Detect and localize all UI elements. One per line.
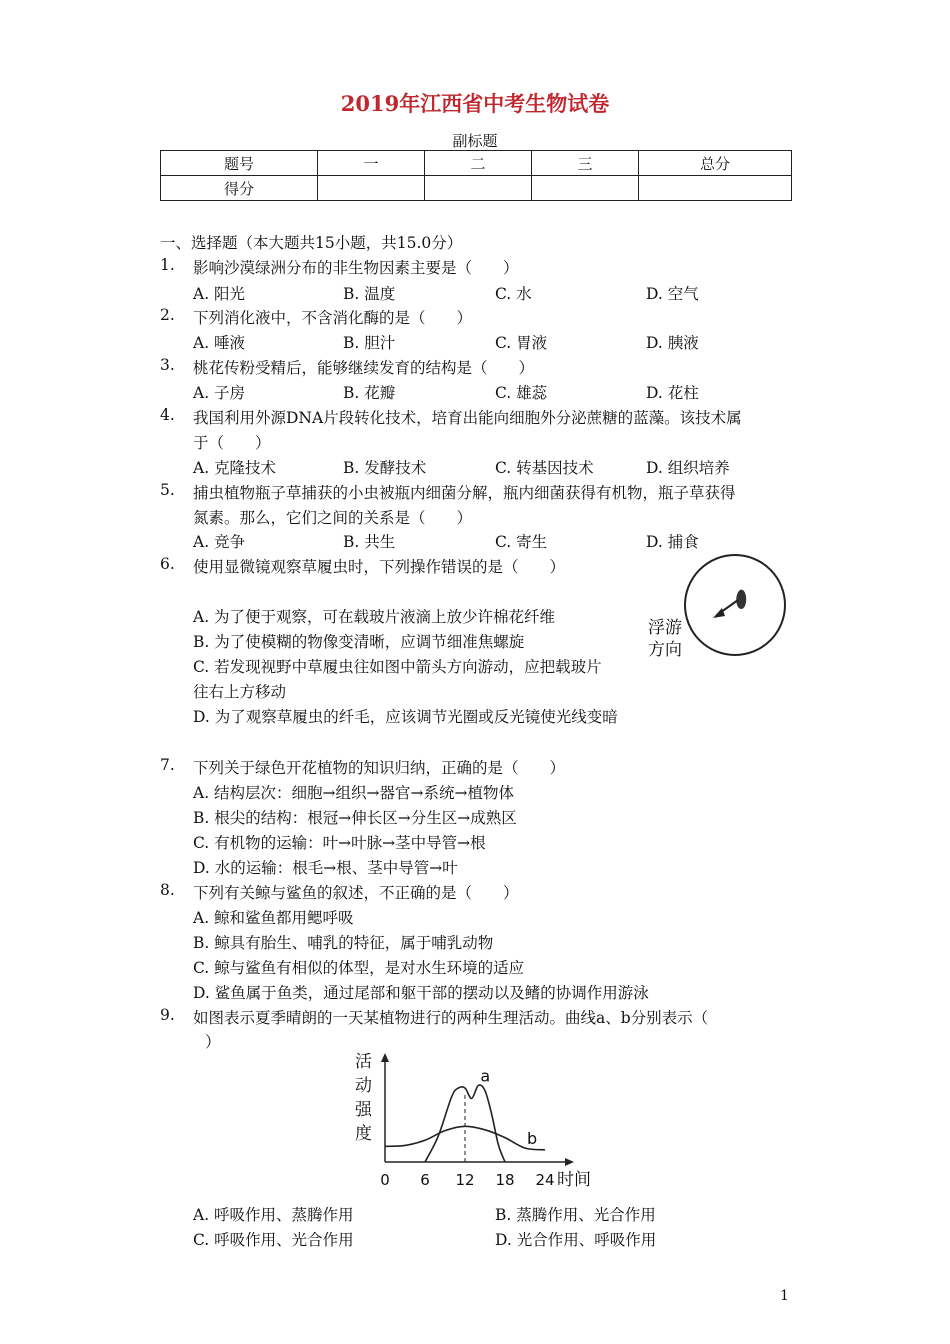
score-header-cell: 二 [425,151,532,176]
option-a[interactable]: A. 呼吸作用、蒸腾作用 [193,1206,354,1224]
float-direction-label-2: 方向 [648,640,682,660]
question-number: 7. [160,756,175,774]
option-c[interactable]: C. 呼吸作用、光合作用 [193,1231,354,1249]
option-d[interactable]: D. 捕食 [646,533,699,551]
option-c[interactable]: C. 鲸与鲨鱼有相似的体型，是对水生环境的适应 [193,959,525,977]
option-c[interactable]: C. 水 [495,285,532,303]
series-label-b: b [527,1129,538,1149]
option-b[interactable]: B. 发酵技术 [343,459,427,477]
option-c-continued: 往右上方移动 [193,683,287,701]
option-b[interactable]: B. 蒸腾作用、光合作用 [495,1206,656,1224]
question-text: 下列关于绿色开花植物的知识归纳，正确的是（ ） [193,759,566,777]
question-number: 9. [160,1006,175,1024]
y-axis-arrow-icon [381,1053,389,1062]
option-a[interactable]: A. 唾液 [193,334,246,352]
score-cell[interactable] [318,176,425,201]
option-d[interactable]: D. 光合作用、呼吸作用 [495,1231,657,1249]
option-d[interactable]: D. 胰液 [646,334,699,352]
score-cell[interactable] [532,176,639,201]
x-tick-label: 12 [455,1171,475,1189]
option-b[interactable]: B. 温度 [343,285,396,303]
option-a[interactable]: A. 阳光 [193,285,246,303]
option-a[interactable]: A. 鲸和鲨鱼都用鳃呼吸 [193,909,354,927]
score-header-cell: 总分 [639,151,792,176]
x-axis-arrow-icon [565,1158,574,1166]
option-b[interactable]: B. 为了使模糊的物像变清晰，应调节细准焦螺旋 [193,633,525,651]
option-b[interactable]: B. 共生 [343,533,396,551]
option-b[interactable]: B. 花瓣 [343,384,396,402]
field-of-view-circle [685,555,785,655]
y-axis-label-char: 度 [355,1124,372,1144]
chart-series [385,1066,545,1162]
page-title: 2019年江西省中考生物试卷 [340,91,610,116]
score-header-cell: 三 [532,151,639,176]
question-text: 下列有关鲸与鲨鱼的叙述，不正确的是（ ） [193,884,519,902]
option-c[interactable]: C. 转基因技术 [495,459,594,477]
question-text: 我国利用外源DNA片段转化技术，培育出能向细胞外分泌蔗糖的蓝藻。该技术属 [193,409,742,427]
x-tick-label: 6 [420,1171,430,1189]
score-header-cell: 一 [318,151,425,176]
option-d[interactable]: D. 为了观察草履虫的纤毛，应该调节光圈或反光镜使光线变暗 [193,708,618,726]
option-d[interactable]: D. 鲨鱼属于鱼类，通过尾部和躯干部的摆动以及鳍的协调作用游泳 [193,984,649,1002]
question-text: 如图表示夏季晴朗的一天某植物进行的两种生理活动。曲线a、b分别表示（ [193,1009,709,1027]
option-c[interactable]: C. 寄生 [495,533,548,551]
float-direction-label-1: 浮游 [648,618,682,638]
option-c[interactable]: C. 有机物的运输：叶→叶脉→茎中导管→根 [193,834,486,852]
option-d[interactable]: D. 花柱 [646,384,699,402]
y-axis-label [355,1052,373,1144]
question-text: 下列消化液中，不含消化酶的是（ ） [193,309,473,327]
x-tick-label: 24 [535,1171,555,1189]
question-text: 桃花传粉受精后，能够继续发育的结构是（ ） [193,359,535,377]
option-b[interactable]: B. 根尖的结构：根冠→伸长区→分生区→成熟区 [193,809,517,827]
question-number: 3. [160,356,175,374]
section-heading: 一、选择题（本大题共15小题，共15.0分） [160,234,463,252]
option-d[interactable]: D. 组织培养 [646,459,730,477]
option-d[interactable]: D. 空气 [646,285,699,303]
option-c[interactable]: C. 胃液 [495,334,548,352]
option-a[interactable]: A. 结构层次：细胞→组织→器官→系统→植物体 [193,784,514,802]
x-tick-label: 0 [380,1171,390,1189]
x-tick-labels [380,1171,554,1189]
question-text-continued: 氮素。那么，它们之间的关系是（ ） [193,509,473,527]
question-number: 5. [160,481,175,499]
question-number: 6. [160,555,175,573]
option-a[interactable]: A. 子房 [193,384,246,402]
score-table-score-row [161,176,792,201]
microscope-field-figure [645,550,795,665]
y-axis-label-char: 活 [355,1052,372,1072]
score-table-header-row [161,151,792,176]
question-number: 8. [160,881,175,899]
question-text: 影响沙漠绿洲分布的非生物因素主要是（ ） [193,259,519,277]
option-c[interactable]: C. 雄蕊 [495,384,548,402]
series-label-a: a [480,1066,491,1086]
paramecium-icon [736,590,746,609]
question-text: 捕虫植物瓶子草捕获的小虫被瓶内细菌分解，瓶内细菌获得有机物，瓶子草获得 [193,484,736,502]
page-number: 1 [780,1288,789,1304]
question-text-continued: 于（ ） [193,434,271,452]
x-tick-label: 18 [495,1171,515,1189]
score-cell[interactable] [425,176,532,201]
score-header-cell: 题号 [161,151,318,176]
score-table [160,150,792,201]
activity-chart [345,1045,605,1195]
y-axis-label-char: 强 [355,1100,372,1120]
score-cell[interactable] [639,176,792,201]
y-axis-label-char: 动 [355,1076,372,1096]
question-text: 使用显微镜观察草履虫时，下列操作错误的是（ ） [193,558,566,576]
option-b[interactable]: B. 胆汁 [343,334,396,352]
option-d[interactable]: D. 水的运输：根毛→根、茎中导管→叶 [193,859,458,877]
x-axis-label: 时间 [557,1170,591,1190]
score-row-label: 得分 [161,176,318,201]
option-a[interactable]: A. 为了便于观察，可在载玻片液滴上放少许棉花纤维 [193,608,556,626]
option-c[interactable]: C. 若发现视野中草履虫往如图中箭头方向游动，应把载玻片 [193,658,602,676]
page-subtitle: 副标题 [452,132,498,150]
option-a[interactable]: A. 克隆技术 [193,459,277,477]
question-number: 2. [160,306,175,324]
question-number: 1. [160,256,175,274]
question-text-continued: ） [205,1033,221,1051]
question-number: 4. [160,406,175,424]
option-b[interactable]: B. 鲸具有胎生、哺乳的特征，属于哺乳动物 [193,934,494,952]
option-a[interactable]: A. 竞争 [193,533,246,551]
